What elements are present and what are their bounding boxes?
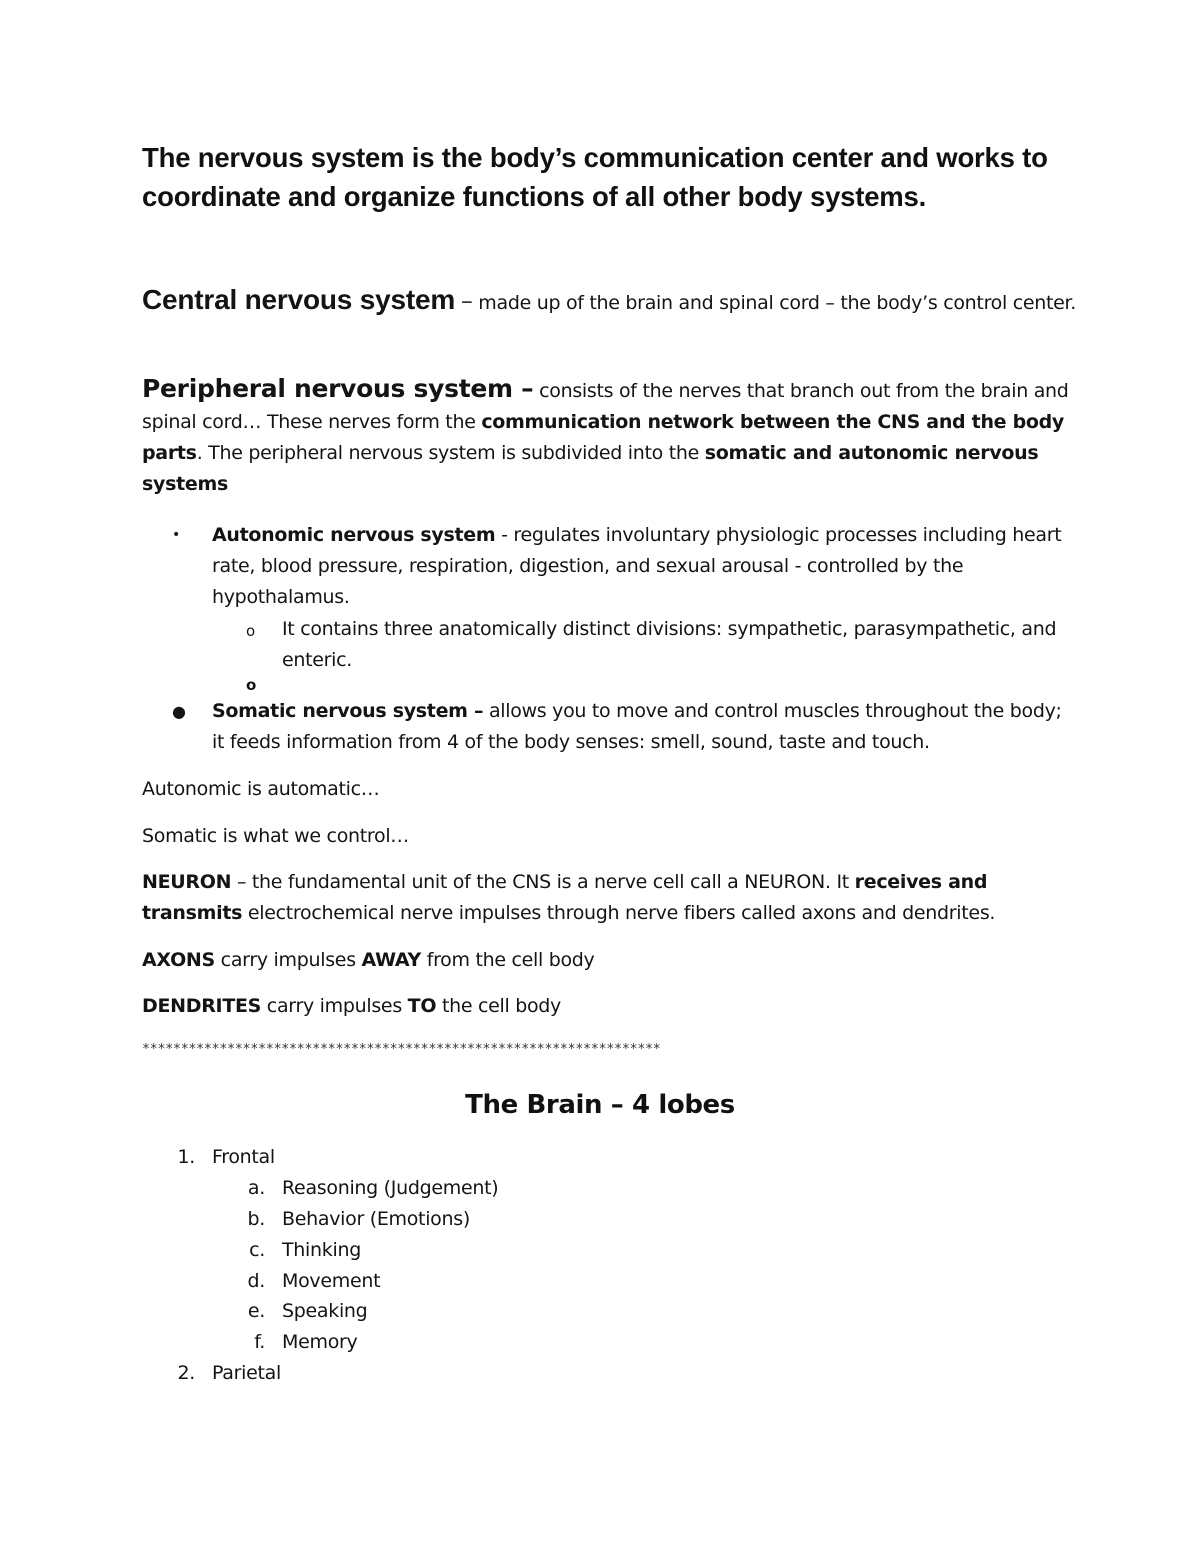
cns-dash: – [460,287,473,315]
axons-bold: AWAY [361,949,421,971]
somatic-bullet-text [212,696,1072,758]
lobe-item [165,1358,765,1389]
bullet-dot-icon: ● [172,702,186,721]
autonomic-description: - regulates involuntary physiologic processes including heart rate, blood pressure, respiration, digestion, and sexual arousal - controlled by the hypothalamus. [212,524,1062,608]
lobe-name: Parietal [212,1362,281,1384]
headline: The nervous system is the body’s communication center and works to coordinate and organize functions of all other body systems. [142,142,1048,212]
dendrites-term: DENDRITES [142,995,262,1017]
cns-term: Central nervous system [142,284,456,315]
function-label: Thinking [282,1239,361,1261]
lobe-number: 2. [177,1362,195,1384]
dendrites-text-2: the cell body [441,995,561,1017]
separator-line: ******************************************************************* [142,1042,661,1057]
neuron-paragraph [142,867,1077,929]
pns-text-2: . The peripheral nervous system is subdivided into the [196,442,700,464]
dendrites-paragraph [142,991,1077,1022]
axons-paragraph [142,945,1077,976]
cns-paragraph [142,283,1077,320]
brain-section-title: The Brain – 4 lobes [465,1090,735,1120]
pns-text-1: consists of the nerves that branch out from the brain and spinal cord… These nerves form the [142,380,1069,433]
axons-text-2: from the cell body [426,949,595,971]
function-label: Behavior (Emotions) [282,1208,470,1230]
neuron-text-1: – the fundamental unit of the CNS is a nerve cell call a NEURON. It [236,871,849,893]
lobe-number: 1. [177,1146,195,1168]
lobe-function-item [235,1204,735,1235]
function-letter: d. [247,1270,265,1292]
function-letter: b. [247,1208,265,1230]
autonomic-sub-bullet [142,614,1082,678]
pns-paragraph [142,373,1077,500]
function-label: Reasoning (Judgement) [282,1177,499,1199]
pns-term: Peripheral nervous system – [142,374,534,403]
somatic-note: Somatic is what we control… [142,825,410,847]
neuron-term: NEURON [142,871,232,893]
pns-bold-2: somatic and autonomic nervous systems [142,442,1039,495]
lobe-function-item [235,1296,735,1327]
lobe-function-item [235,1173,735,1204]
somatic-description: allows you to move and control muscles throughout the body; it feeds information from 4 of the body senses: smell, sound, taste and touch. [212,700,1062,753]
somatic-term: Somatic nervous system – [212,700,484,722]
lobe-function-item [235,1266,735,1297]
axons-text-1: carry impulses [220,949,356,971]
cns-definition: made up of the brain and spinal cord – the body’s control center. [478,292,1077,314]
lobe-item [165,1142,765,1173]
somatic-bullet [142,696,1082,760]
lobe-name: Frontal [212,1146,275,1168]
sub-bullet-circle-icon: o [246,676,257,694]
autonomic-bullet [142,520,1082,620]
lobe-function-item [235,1327,735,1358]
function-letter: f. [254,1331,265,1353]
function-letter: a. [247,1177,265,1199]
bullet-dot-icon: • [172,527,180,543]
neuron-bold: receives and transmits [142,871,988,924]
autonomic-sub-text: It contains three anatomically distinct divisions: sympathetic, parasympathetic, and enteric. [282,618,1057,671]
function-label: Speaking [282,1300,368,1322]
autonomic-term: Autonomic nervous system [212,524,496,546]
autonomic-note: Autonomic is automatic… [142,778,380,800]
sub-bullet-circle-icon: o [246,622,255,640]
dendrites-text-1: carry impulses [266,995,402,1017]
dendrites-bold: TO [407,995,437,1017]
axons-term: AXONS [142,949,215,971]
function-label: Memory [282,1331,358,1353]
lobe-function-item [235,1235,735,1266]
function-letter: c. [249,1239,265,1261]
autonomic-bullet-text [212,520,1072,613]
neuron-text-2: electrochemical nerve impulses through nerve fibers called axons and dendrites. [247,902,996,924]
function-label: Movement [282,1270,381,1292]
pns-bold-1: communication network between the CNS and the body parts [142,411,1065,464]
function-letter: e. [247,1300,265,1322]
